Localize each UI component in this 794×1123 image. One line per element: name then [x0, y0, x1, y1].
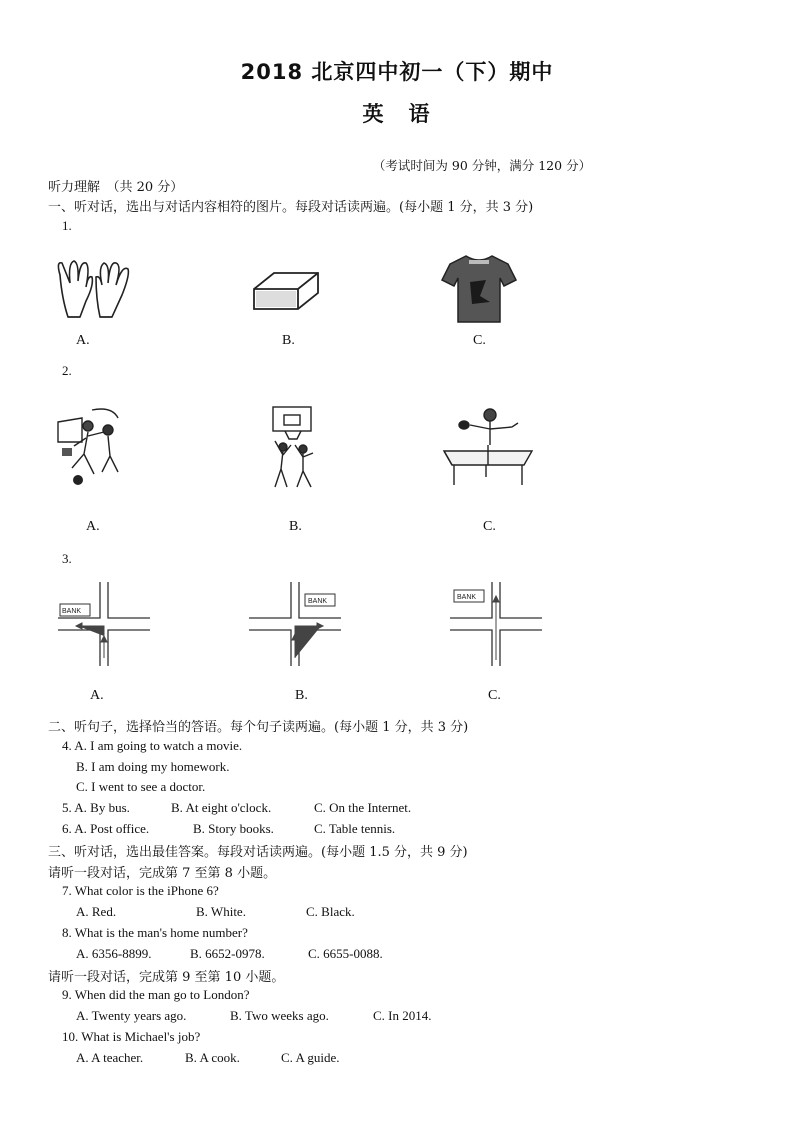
listening-section-title: 听力理解 （共 20 分） — [48, 180, 184, 195]
map-b-image — [249, 582, 341, 666]
choice-label: B. — [282, 333, 295, 348]
q4-option-b: B. I am doing my homework. — [76, 759, 230, 774]
q10-stem: 10. What is Michael's job? — [62, 1029, 201, 1044]
table-tennis-image — [440, 405, 536, 491]
eraser-image — [248, 265, 323, 315]
q8-option-c: C. 6655-0088. — [308, 946, 383, 961]
choice-label: B. — [295, 688, 308, 703]
exam-title: 2018 北京四中初一（下）期中 — [240, 60, 554, 84]
map-a-image — [58, 582, 150, 666]
part3-heading: 三、听对话，选出最佳答案。每段对话读两遍。(每小题 1.5 分，共 9 分) — [48, 845, 468, 860]
dialog1-intro: 请听一段对话，完成第 7 至第 8 小题。 — [48, 866, 277, 881]
question-number: 2. — [62, 363, 72, 378]
choice-label: C. — [473, 333, 486, 348]
choice-label: B. — [289, 519, 302, 534]
choice-label: A. — [76, 333, 90, 348]
dialog2-intro: 请听一段对话，完成第 9 至第 10 小题。 — [48, 970, 285, 985]
q10-option-c: C. A guide. — [281, 1050, 340, 1065]
q7-option-c: C. Black. — [306, 904, 355, 919]
gloves-image — [52, 255, 134, 325]
exam-time-note: （考试时间为 90 分钟，满分 120 分） — [372, 158, 592, 173]
q7-option-b: B. White. — [196, 904, 246, 919]
q6-option-b: B. Story books. — [193, 821, 274, 836]
q9-option-a: A. Twenty years ago. — [76, 1008, 187, 1023]
q9-stem: 9. When did the man go to London? — [62, 987, 250, 1002]
choice-label: A. — [90, 688, 104, 703]
basketball-image — [265, 405, 323, 491]
choice-label: C. — [483, 519, 496, 534]
q8-stem: 8. What is the man's home number? — [62, 925, 248, 940]
q4-option-a: 4. A. I am going to watch a movie. — [62, 738, 243, 753]
part1-heading: 一、听对话，选出与对话内容相符的图片。每段对话读两遍。(每小题 1 分，共 3 分) — [48, 200, 534, 215]
q6-option-a: 6. A. Post office. — [62, 821, 150, 836]
question-number: 1. — [62, 218, 72, 233]
choice-label: A. — [86, 519, 100, 534]
tshirt-image — [440, 252, 518, 324]
bank-sign: BANK — [457, 594, 477, 601]
map-c-image — [450, 582, 542, 666]
q7-stem: 7. What color is the iPhone 6? — [62, 883, 219, 898]
q9-option-b: B. Two weeks ago. — [230, 1008, 329, 1023]
q9-option-c: C. In 2014. — [373, 1008, 432, 1023]
q8-option-b: B. 6652-0978. — [190, 946, 265, 961]
q4-option-c: C. I went to see a doctor. — [76, 779, 206, 794]
q5-option-c: C. On the Internet. — [314, 800, 412, 815]
football-image — [52, 402, 130, 490]
q10-option-b: B. A cook. — [185, 1050, 240, 1065]
q7-option-a: A. Red. — [76, 904, 117, 919]
choice-label: C. — [488, 688, 501, 703]
part2-heading: 二、听句子，选择恰当的答语。每个句子读两遍。(每小题 1 分，共 3 分) — [48, 720, 469, 735]
q5-option-a: 5. A. By bus. — [62, 800, 130, 815]
subject-title: 英 语 — [362, 102, 432, 126]
q6-option-c: C. Table tennis. — [314, 821, 396, 836]
q8-option-a: A. 6356-8899. — [76, 946, 152, 961]
bank-sign: BANK — [62, 608, 82, 615]
q10-option-a: A. A teacher. — [76, 1050, 144, 1065]
q5-option-b: B. At eight o'clock. — [171, 800, 272, 815]
bank-sign: BANK — [308, 598, 328, 605]
question-number: 3. — [62, 551, 72, 566]
